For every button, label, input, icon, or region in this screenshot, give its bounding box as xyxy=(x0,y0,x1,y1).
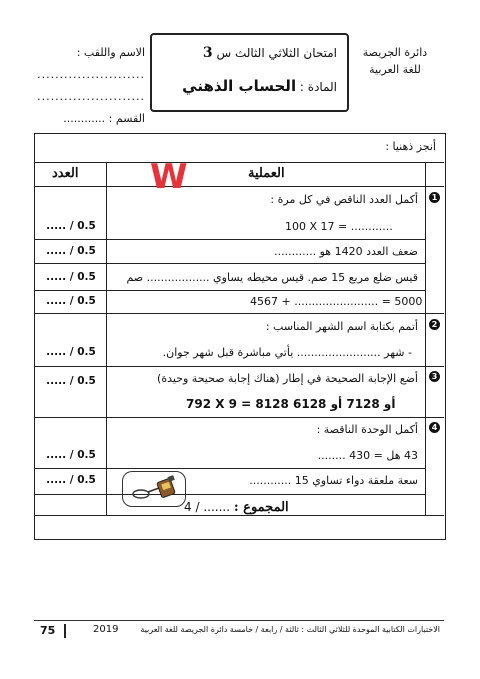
exam-level: 3 xyxy=(202,45,213,61)
row-divider xyxy=(34,468,425,469)
question-1-instruction: أكمل العدد الناقص في كل مرة : xyxy=(270,193,418,206)
district-subject: للغة العربية xyxy=(369,63,421,76)
row-divider xyxy=(34,239,425,240)
question-4-instruction: أكمل الوحدة الناقصة : xyxy=(316,423,418,436)
question-2-instruction: أتمم بكتابة اسم الشهر المناسب : xyxy=(265,320,418,333)
exam-title-box xyxy=(150,33,349,112)
watermark: W xyxy=(150,157,188,197)
score-field[interactable]: ..... / 0.5 xyxy=(46,271,96,283)
footer-divider xyxy=(34,620,444,621)
score-field[interactable]: ..... / 0.5 xyxy=(46,245,96,257)
row-divider xyxy=(34,263,425,264)
question-number-2: 2 xyxy=(429,319,440,330)
q4-item-1[interactable]: 43 هل = 430 ........ xyxy=(317,449,418,462)
row-divider xyxy=(34,313,444,314)
row-divider xyxy=(34,290,425,291)
district-name: دائرة الجريصة xyxy=(362,46,428,59)
q4-item-2[interactable]: سعة ملعقة دواء تساوي 15 ............ xyxy=(249,474,418,487)
name-field-2[interactable]: ........................ xyxy=(37,90,145,103)
school-district xyxy=(340,44,450,78)
score-field[interactable]: ..... / 0.5 xyxy=(46,220,96,232)
total-label: المجموع : xyxy=(233,500,289,515)
page-number-separator xyxy=(64,624,66,638)
q1-item-1[interactable]: 100 X 17 = ............ xyxy=(285,220,393,233)
total-score xyxy=(184,500,289,515)
question-number-1: 1 xyxy=(429,192,440,203)
score-field[interactable]: ..... / 0.5 xyxy=(46,295,96,307)
q1-item-3[interactable]: قيس ضلع مربع 15 صم. قيس محيطه يساوي .................. صم xyxy=(126,271,418,284)
col-header-number: العدد xyxy=(52,166,79,181)
question-number-4: 4 xyxy=(429,422,440,433)
name-field[interactable]: ........................ xyxy=(37,68,145,81)
medicine-bottle-spoon-icon xyxy=(123,472,185,506)
exam-subject: المادة : الحساب الذهني xyxy=(182,77,337,95)
col-header-operation: العملية xyxy=(248,166,285,181)
score-field[interactable]: ..... / 0.5 xyxy=(46,375,96,387)
row-divider xyxy=(34,366,444,367)
page-number: 75 xyxy=(40,624,56,637)
footer-text: الاختبارات الكتابية الموحدة للثلاثي الثالث : ثالثة / رابعة / خامسة دائرة الجريصة للغة العربية xyxy=(140,625,440,634)
name-label: الاسم واللقب : xyxy=(76,46,145,59)
q1-item-4[interactable]: 4567 + ........................ = 5000 xyxy=(250,295,423,308)
q3-item-1[interactable]: 792 X 9 = 8128 أو 7128 أو 6128 xyxy=(186,397,396,411)
subject-name: الحساب الذهني xyxy=(182,77,297,95)
question-number-3: 3 xyxy=(429,371,440,382)
question-3-instruction: أضع الإجابة الصحيحة في إطار (هناك إجابة صحيحة وحيدة) xyxy=(157,372,418,385)
row-divider xyxy=(34,494,425,495)
score-field[interactable]: ..... / 0.5 xyxy=(46,346,96,358)
total-field[interactable]: ....... xyxy=(203,500,231,514)
header-divider xyxy=(34,186,444,187)
total-max: / 4 xyxy=(184,500,200,514)
section-prompt: أنجز ذهنيا : xyxy=(385,140,436,153)
q1-item-2[interactable]: ضعف العدد 1420 هو ............ xyxy=(274,245,418,258)
column-divider xyxy=(425,162,426,515)
q2-item-1[interactable]: - شهر ........................ يأتي مباشرة قبل شهر جوان. xyxy=(162,346,412,359)
medicine-spoon-image xyxy=(122,471,186,507)
table-top-line xyxy=(34,162,444,163)
row-divider xyxy=(34,515,444,516)
row-divider xyxy=(34,417,444,418)
score-field[interactable]: ..... / 0.5 xyxy=(46,449,96,461)
class-field[interactable]: القسم : ............ xyxy=(63,112,145,125)
column-divider xyxy=(106,162,107,515)
score-field[interactable]: ..... / 0.5 xyxy=(46,474,96,486)
footer-year: 2019 xyxy=(93,624,119,635)
student-info xyxy=(37,42,145,130)
exam-title: امتحان الثلاثي الثالث س 3 xyxy=(202,45,337,61)
